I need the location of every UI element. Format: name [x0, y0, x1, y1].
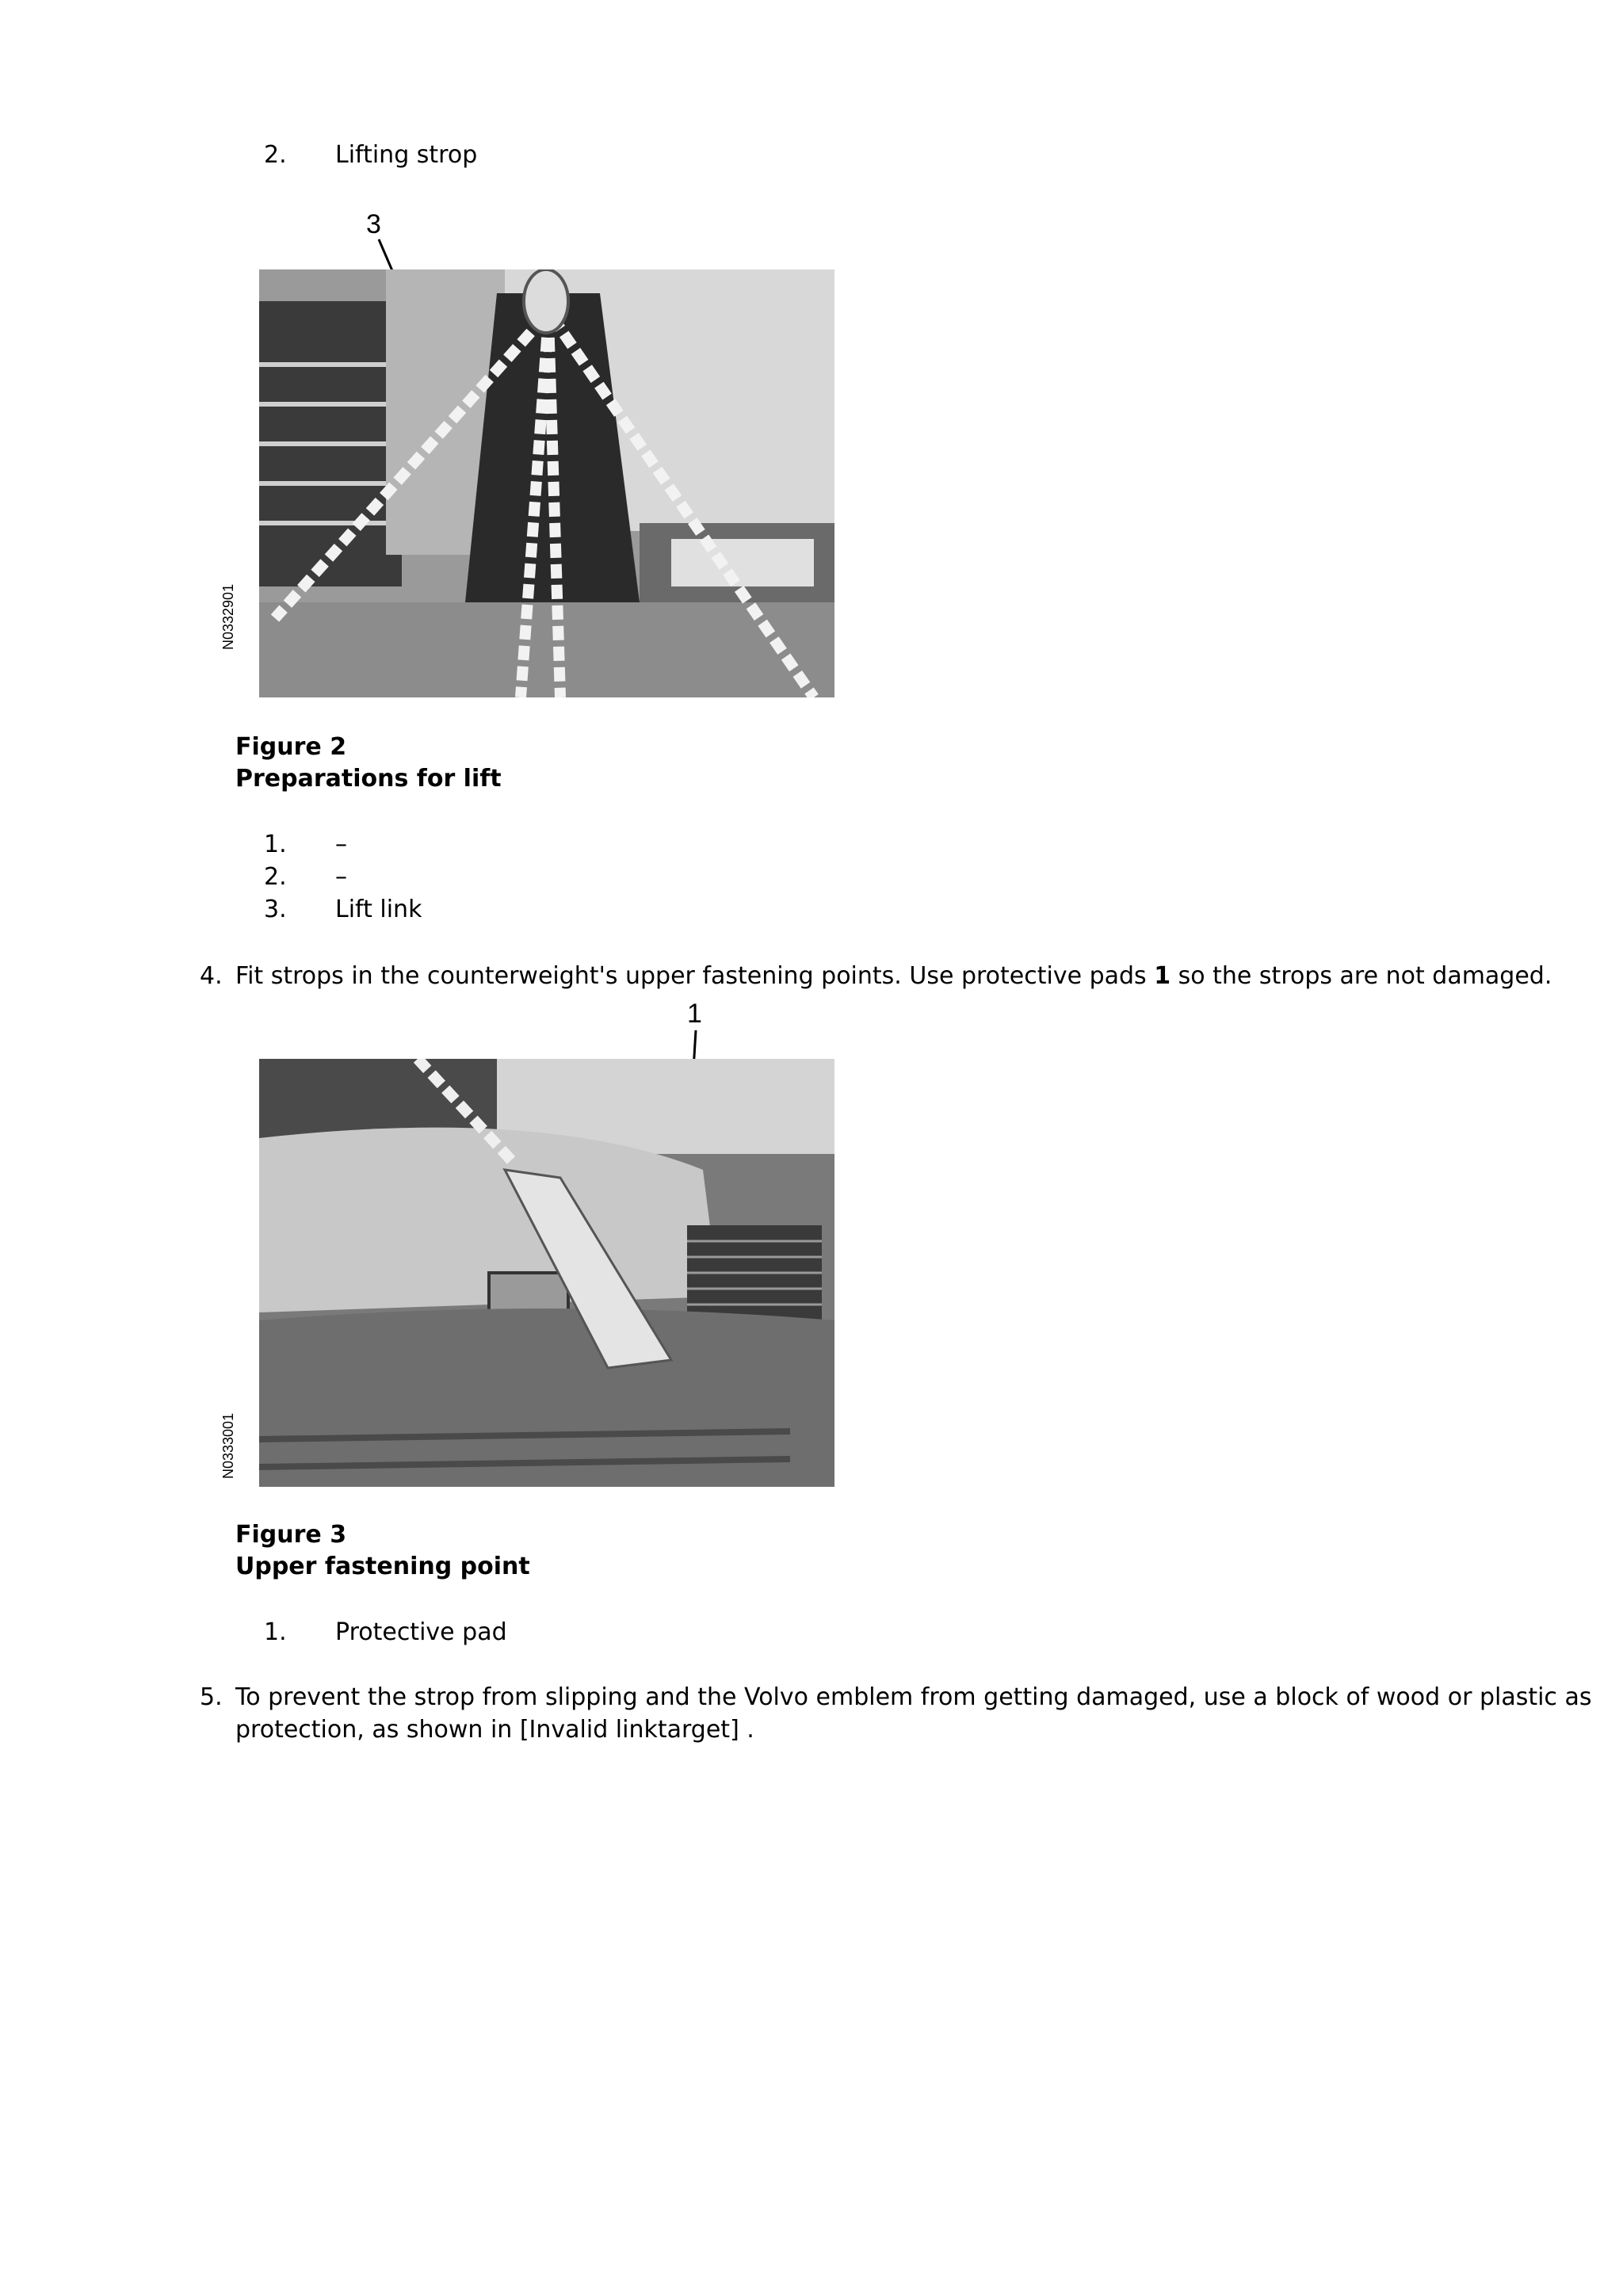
- step-text-line: protection, as shown in [Invalid linktarget] .: [235, 1716, 754, 1744]
- step-bold-ref: 1: [1154, 962, 1171, 990]
- figure-3-photo: [259, 1059, 834, 1487]
- legend-number: 1.: [264, 1618, 287, 1646]
- legend-text: –: [335, 831, 347, 858]
- legend-text: –: [335, 863, 347, 891]
- figure-code: N0332901: [220, 583, 236, 650]
- list-number: 2.: [264, 141, 287, 169]
- step-text-part: so the strops are not damaged.: [1170, 962, 1552, 990]
- legend-text: Protective pad: [335, 1618, 507, 1646]
- legend-text: Lift link: [335, 896, 422, 923]
- legend-number: 2.: [264, 863, 287, 891]
- figure-caption: Preparations for lift: [235, 765, 502, 793]
- legend-number: 3.: [264, 896, 287, 923]
- figure-2-photo: [259, 269, 834, 697]
- step-number: 4.: [200, 962, 223, 990]
- figure-label: Figure 2: [235, 733, 347, 761]
- legend-number: 1.: [264, 831, 287, 858]
- list-item-text: Lifting strop: [335, 141, 478, 169]
- figure-code: N0333001: [220, 1412, 236, 1479]
- figure-caption: Upper fastening point: [235, 1553, 530, 1580]
- step-text-line: To prevent the strop from slipping and the Volvo emblem from getting damaged, use a block of wood or plastic as: [235, 1683, 1592, 1711]
- figure-callout-number: 3: [366, 209, 381, 239]
- figure-callout-number: 1: [687, 999, 702, 1029]
- step-text-part: Fit strops in the counterweight's upper fastening points. Use protective pads: [235, 962, 1155, 990]
- step-number: 5.: [200, 1683, 223, 1711]
- figure-label: Figure 3: [235, 1521, 347, 1549]
